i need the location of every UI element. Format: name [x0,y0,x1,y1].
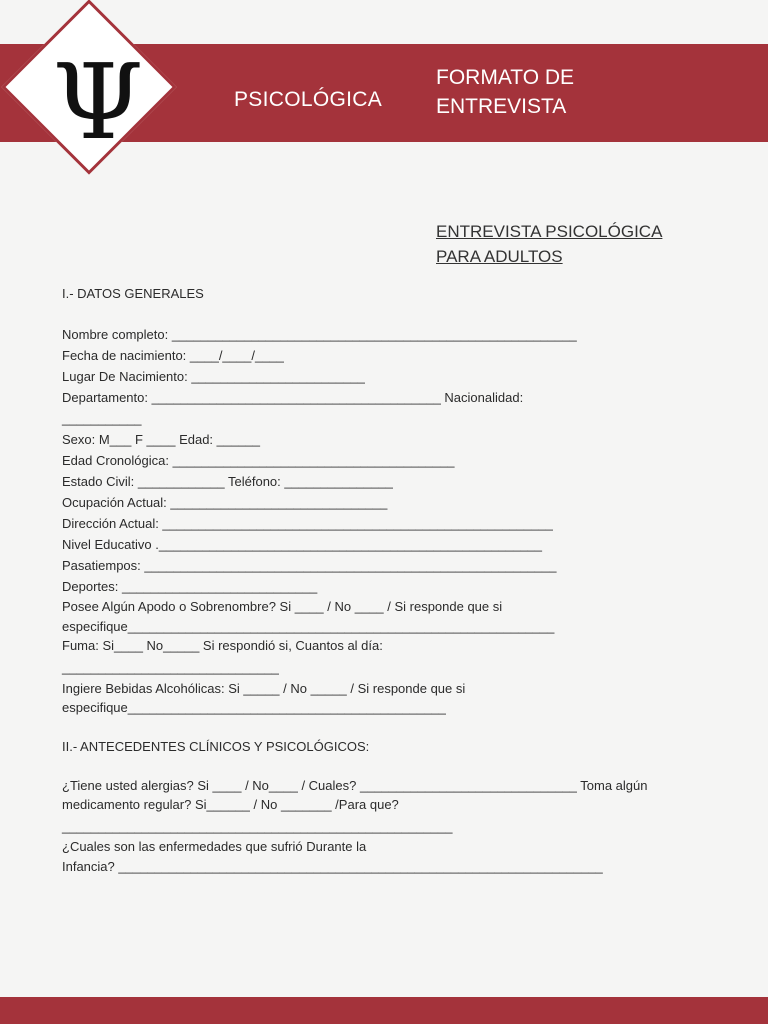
field-medication[interactable]: medicamento regular? Si______ / No _______ /Para que? [62,797,399,812]
form-title-line-2: PARA ADULTOS [436,247,563,266]
section-heading-general: I.- DATOS GENERALES [62,286,204,301]
psi-logo-icon: Ψ [52,41,144,163]
field-allergies[interactable]: ¿Tiene usted alergias? Si ____ / No____ / Cuales? ______________________________ Toma algún [62,778,648,793]
field-alcohol[interactable]: Ingiere Bebidas Alcohólicas: Si _____ / No _____ / Si responde que si [62,681,466,696]
field-nationality-blank[interactable]: ___________ [62,411,142,426]
field-nickname-specify[interactable]: especifique___________________________________________________________ [62,619,555,634]
field-full-name[interactable]: Nombre completo: ________________________________________________________ [62,327,577,342]
brand-name: PSICOLÓGICA [234,88,383,111]
footer-band [0,997,768,1024]
field-smoking[interactable]: Fuma: Si____ No_____ Si respondió si, Cuantos al día: [62,638,383,653]
form-title-line-1: ENTREVISTA PSICOLÓGICA [436,222,663,241]
question-childhood-illnesses: ¿Cuales son las enfermedades que sufrió Durante la [62,839,367,854]
field-hobbies[interactable]: Pasatiempos: _________________________________________________________ [62,558,557,573]
field-department-nationality[interactable]: Departamento: ________________________________________ Nacionalidad: [62,390,524,405]
field-birth-date[interactable]: Fecha de nacimiento: ____/____/____ [62,348,284,363]
field-alcohol-specify[interactable]: especifique____________________________________________ [62,700,446,715]
field-birth-place[interactable]: Lugar De Nacimiento: ________________________ [62,369,365,384]
document-title-line-2: ENTREVISTA [436,95,567,118]
field-chronological-age[interactable]: Edad Cronológica: _______________________________________ [62,453,455,468]
field-sex-age[interactable]: Sexo: M___ F ____ Edad: ______ [62,432,261,447]
document-title [436,63,736,121]
field-occupation[interactable]: Ocupación Actual: ______________________________ [62,495,388,510]
document-title-line-1: FORMATO DE [436,66,575,89]
field-sports[interactable]: Deportes: ___________________________ [62,579,318,594]
field-civil-status-phone[interactable]: Estado Civil: ____________ Teléfono: _______________ [62,474,393,489]
field-nickname[interactable]: Posee Algún Apodo o Sobrenombre? Si ____ / No ____ / Si responde que si [62,599,503,614]
field-smoking-amount[interactable]: ______________________________ [62,660,279,675]
field-education-level[interactable]: Nivel Educativo ._____________________________________________________ [62,537,543,552]
field-childhood-illnesses[interactable]: Infancia? ___________________________________________________________________ [62,859,603,874]
field-medication-purpose[interactable]: ______________________________________________________ [62,819,453,834]
form-title [436,219,662,269]
section-heading-antecedents: II.- ANTECEDENTES CLÍNICOS Y PSICOLÓGICOS: [62,739,370,754]
field-address[interactable]: Dirección Actual: ______________________________________________________ [62,516,553,531]
